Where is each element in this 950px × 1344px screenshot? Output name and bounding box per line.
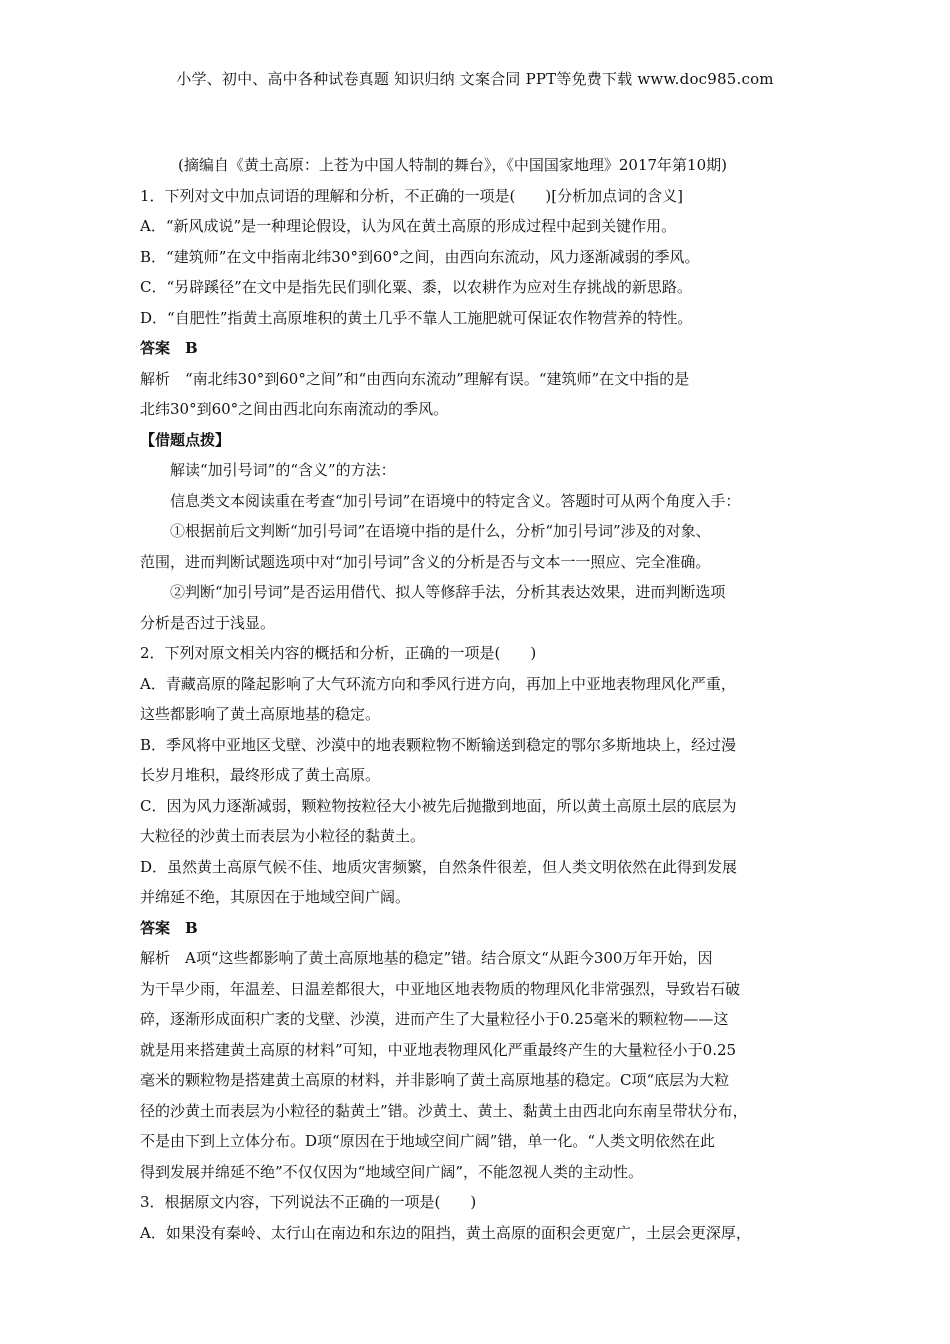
question-3-option-a: A．如果没有秦岭、太行山在南边和东边的阻挡，黄土高原的面积会更宽广，土层会更深厚， [140,1223,751,1242]
document-body [140,150,820,1248]
tip-line: 信息类文本阅读重在考查“加引号词”在语境中的特定含义。答题时可从两个角度入手： [170,491,741,510]
question-2-option-c-cont: 大粒径的沙黄土而表层为小粒径的黏黄土。 [140,827,426,845]
question-3-stem: 3．根据原文内容，下列说法不正确的一项是( ) [140,1193,477,1211]
question-2-analysis-line: 解析 A项“这些都影响了黄土高原地基的稳定”错。结合原文“从距今300万年开始，因 [140,949,713,967]
question-2-option-d-cont: 并绵延不绝，其原因在于地域空间广阔。 [140,888,411,906]
question-2-option-c: C．因为风力逐渐减弱，颗粒物按粒径大小被先后抛撒到地面，所以黄土高原土层的底层为 [140,796,737,815]
tip-line: 解读“加引号词”的“含义”的方法： [170,461,396,479]
question-1-option-b: B．“建筑师”在文中指南北纬30°到60°之间，由西向东流动，风力逐渐减弱的季风。 [140,247,700,266]
question-2-analysis-line: 径的沙黄土而表层为小粒径的黏黄土”错。沙黄土、黄土、黏黄土由西北向东南呈带状分布， [140,1101,748,1120]
tip-title: 【借题点拨】 [140,430,231,449]
question-1-option-a: A．“新风成说”是一种理论假设，认为风在黄土高原的形成过程中起到关键作用。 [140,217,677,235]
question-1-option-d: D．“自肥性”指黄土高原堆积的黄土几乎不靠人工施肥就可保证农作物营养的特性。 [140,308,693,327]
question-1-analysis-line: 解析 “南北纬30°到60°之间”和“由西向东流动”理解有误。“建筑师”在文中指的是 [140,369,690,388]
question-2-option-d: D．虽然黄土高原气候不佳、地质灾害频繁，自然条件很差，但人类文明依然在此得到发展 [140,857,738,876]
page-header: 小学、初中、高中各种试卷真题 知识归纳 文案合同 PPT等免费下载 www.doc985.com [176,70,774,88]
tip-line: 分析是否过于浅显。 [140,613,276,632]
question-2-option-b: B．季风将中亚地区戈壁、沙漠中的地表颗粒物不断输送到稳定的鄂尔多斯地块上，经过漫 [140,735,737,754]
question-2-option-a: A．青藏高原的隆起影响了大气环流方向和季风行进方向，再加上中亚地表物理风化严重， [140,674,736,693]
question-2-analysis-line: 毫米的颗粒物是搭建黄土高原的材料，并非影响了黄土高原地基的稳定。C项“底层为大粒 [140,1071,730,1089]
tip-line: ①根据前后文判断“加引号词”在语境中指的是什么，分析“加引号词”涉及的对象、 [170,522,711,540]
question-2-analysis-line: 得到发展并绵延不绝”不仅仅因为“地域空间广阔”，不能忽视人类的主动性。 [140,1162,644,1181]
question-2-analysis-line: 就是用来搭建黄土高原的材料”可知，中亚地表物理风化严重最终产生的大量粒径小于0.25 [140,1040,737,1059]
question-2-analysis-line: 碎，逐渐形成面积广袤的戈壁、沙漠，进而产生了大量粒径小于0.25毫米的颗粒物——这 [140,1010,729,1028]
question-2-analysis-line: 为干旱少雨，年温差、日温差都很大，中亚地区地表物质的物理风化非常强烈，导致岩石破 [140,979,741,998]
tip-line: 范围，进而判断试题选项中对“加引号词”含义的分析是否与文本一一照应、完全准确。 [140,552,711,571]
question-1-answer: 答案 B [140,339,198,357]
question-2-answer: 答案 B [140,918,198,937]
question-2-stem: 2．下列对原文相关内容的概括和分析，正确的一项是( ) [140,644,537,662]
source-citation: (摘编自《黄土高原：上苍为中国人特制的舞台》，《中国国家地理》2017年第10期) [178,156,727,174]
question-1-option-c: C．“另辟蹊径”在文中是指先民们驯化粟、黍，以农耕作为应对生存挑战的新思路。 [140,278,692,296]
question-1-stem: 1．下列对文中加点词语的理解和分析，不正确的一项是( )[分析加点词的含义] [140,186,683,205]
question-2-option-b-cont: 长岁月堆积，最终形成了黄土高原。 [140,766,381,784]
question-2-analysis-line: 不是由下到上立体分布。D项“原因在于地域空间广阔”错，单一化。“人类文明依然在此 [140,1132,716,1150]
tip-line: ②判断“加引号词”是否运用借代、拟人等修辞手法，分析其表达效果，进而判断选项 [170,583,726,601]
question-1-analysis-line: 北纬30°到60°之间由西北向东南流动的季风。 [140,400,449,418]
question-2-option-a-cont: 这些都影响了黄土高原地基的稳定。 [140,705,381,723]
